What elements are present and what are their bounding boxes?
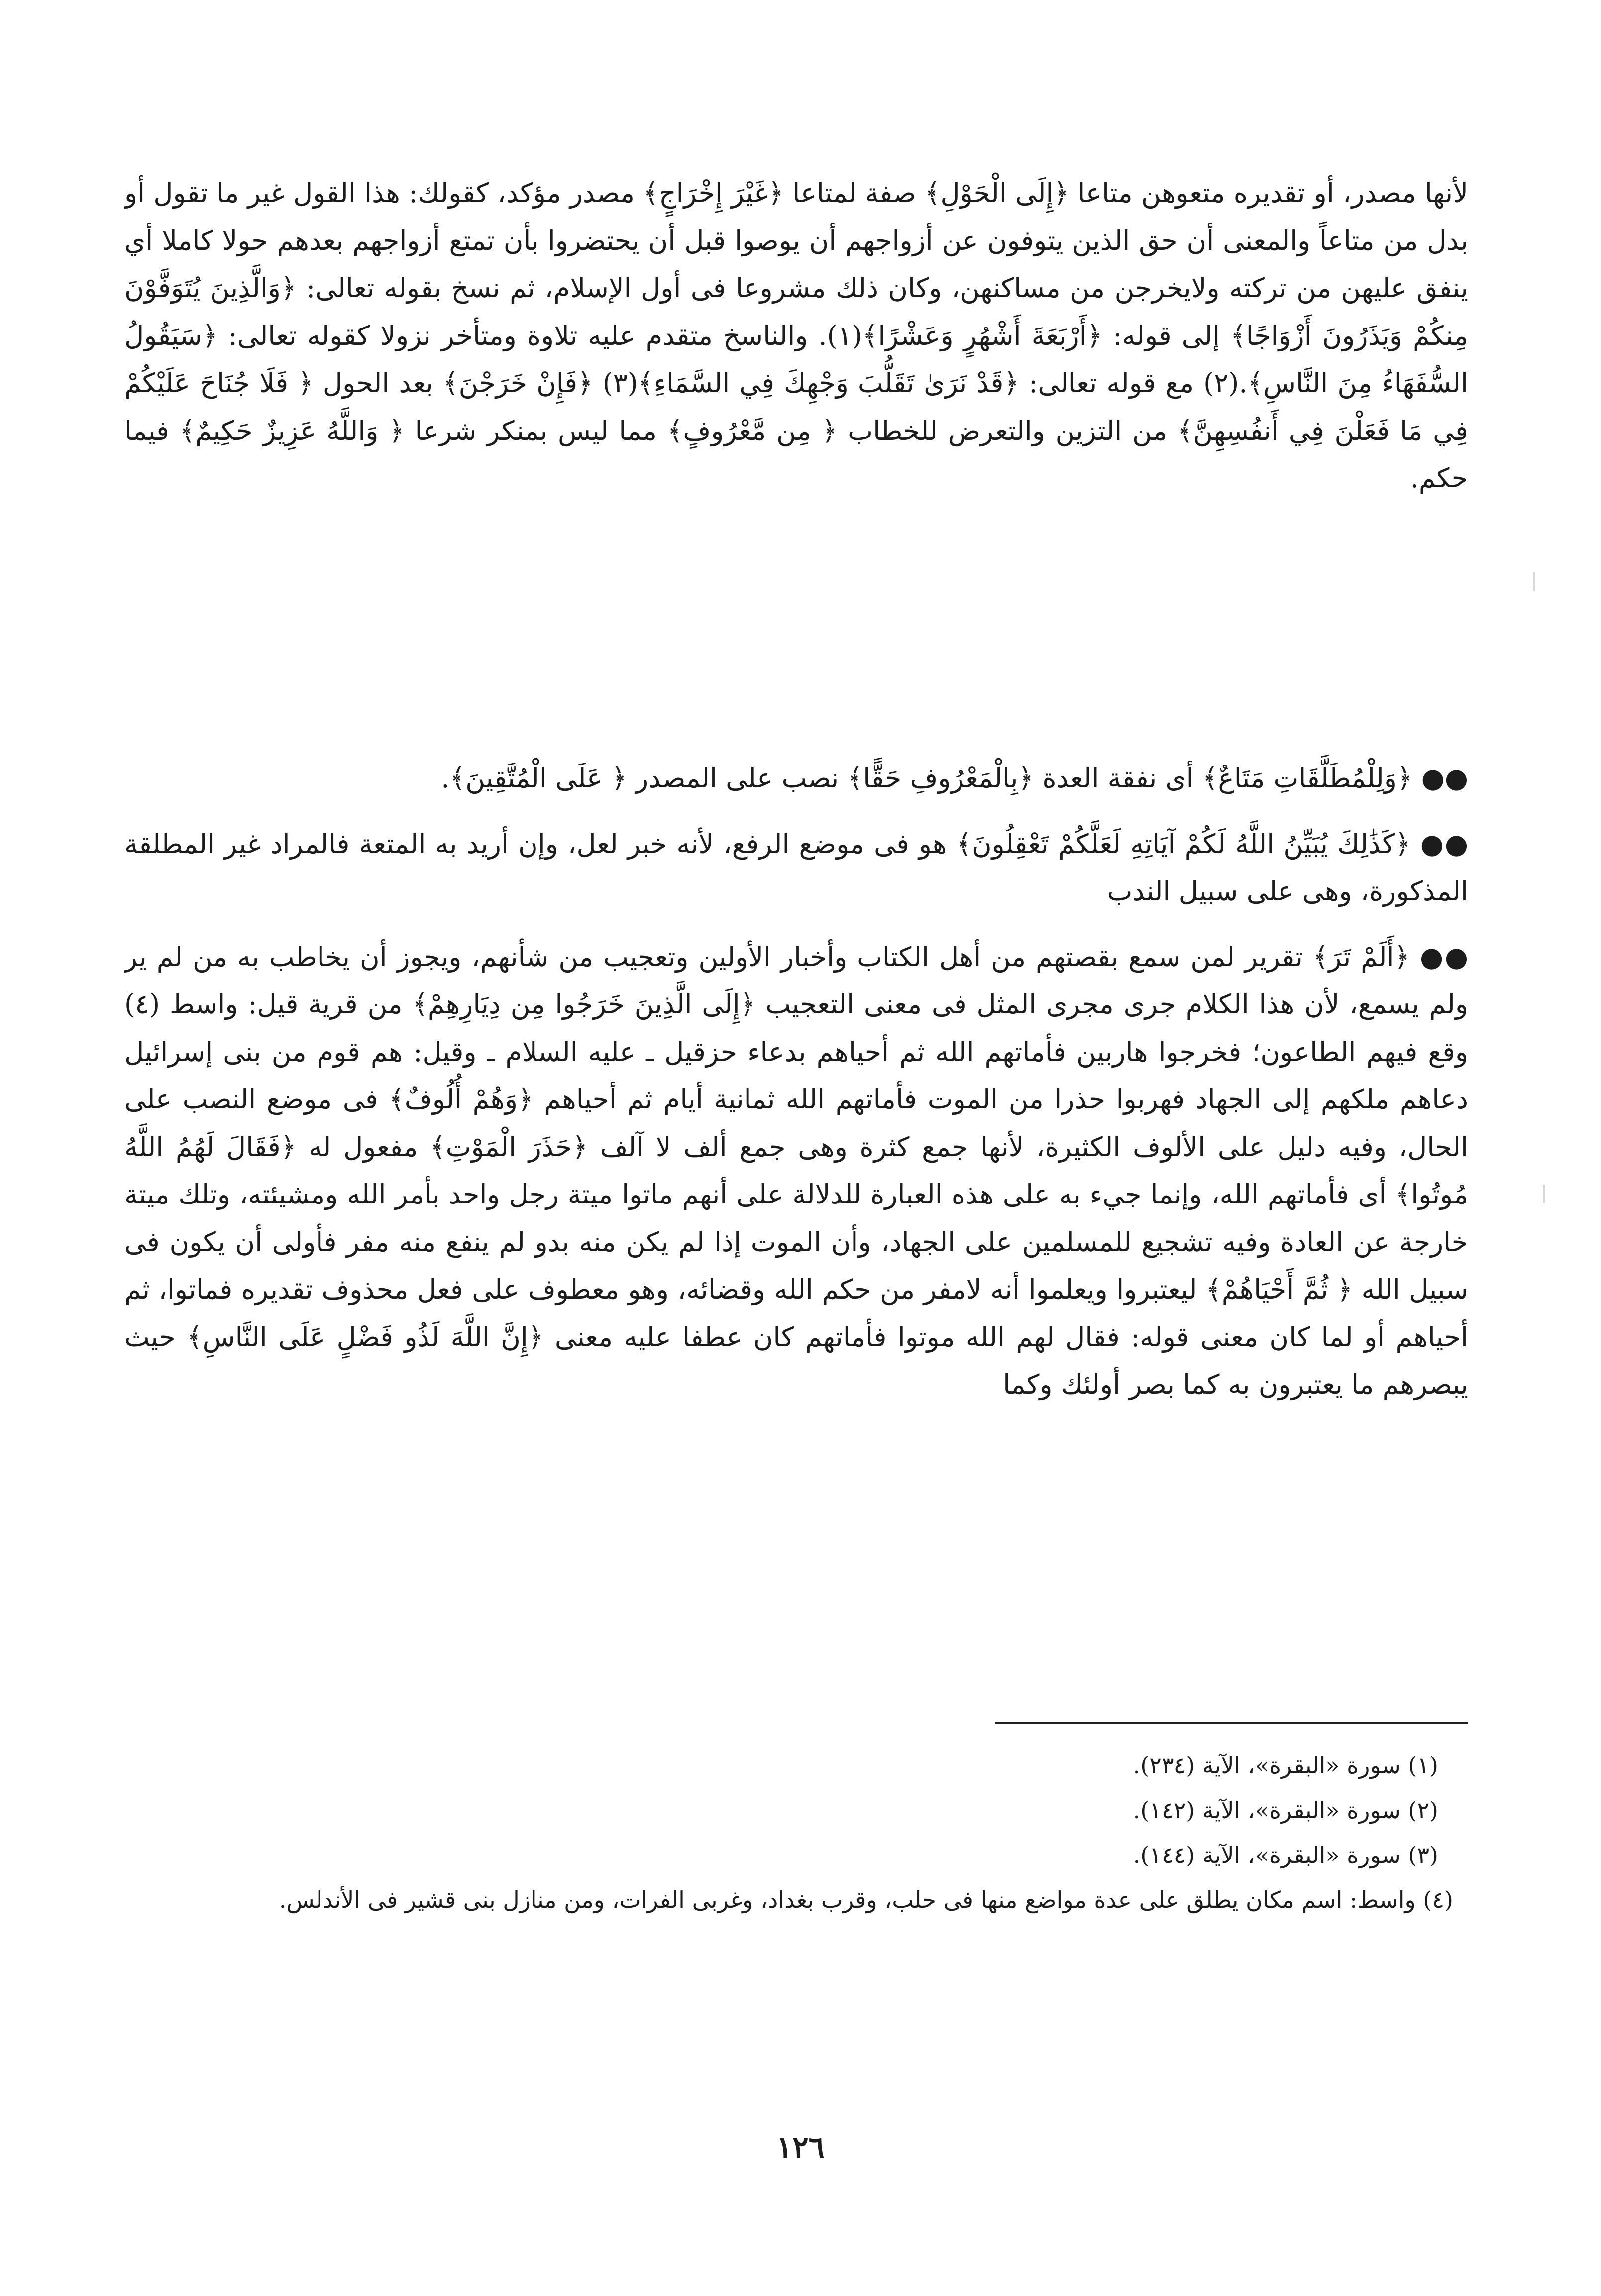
footnote-separator (995, 1722, 1468, 1724)
page-content (124, 169, 1468, 1922)
footnote-2: (٢) سورة «البقرة»، الآية (١٤٢). (1133, 1796, 1438, 1824)
paragraph-3: ●● ﴿كَذَٰلِكَ يُبَيِّنُ اللَّهُ لَكُمْ آيَاتِهِ لَعَلَّكُمْ تَعْقِلُونَ﴾ هو فى موضع الرفع، لأنه خبر لعل، وإن أريد به المتعة فالمراد غير المطلقة المذكورة، وهى على سبيل الندب (124, 828, 1468, 907)
main-text (124, 169, 1468, 1694)
page-number: ١٢٦ (776, 2130, 825, 2165)
footnote-3: (٣) سورة «البقرة»، الآية (١٤٤). (1133, 1841, 1438, 1868)
footnotes (124, 1743, 1468, 1922)
scan-mark (1533, 572, 1535, 591)
paragraph-4: ●● ﴿أَلَمْ تَرَ﴾ تقرير لمن سمع بقصتهم من أهل الكتاب وأخبار الأولين وتعجيب من شأنهم، ويجوز أن يخاطب به من لم ير ولم يسمع، لأن هذا الكلام جرى مجرى المثل فى معنى التعجيب ﴿إِلَى الَّذِينَ خَرَجُوا مِن دِيَارِهِمْ﴾ من قرية قيل: واسط (٤) وقع فيهم الطاعون؛ فخرجوا هاربين فأماتهم الله ثم أحياهم بدعاء حزقيل ـ عليه السلام ـ وقيل: هم قوم من بنى إسرائيل دعاهم ملكهم إلى الجهاد فهربوا حذرا من الموت فأماتهم الله ثمانية أيام ثم أحياهم ﴿وَهُمْ أُلُوفٌ﴾ فى موضع النصب على الحال، وفيه دليل على الألوف الكثيرة، لأنها جمع كثرة وهى جمع ألف لا آلف ﴿حَذَرَ الْمَوْتِ﴾ مفعول له ﴿فَقَالَ لَهُمُ اللَّهُ مُوتُوا﴾ أى فأماتهم الله، وإنما جيء به على هذه العبارة للدلالة على أنهم ماتوا ميتة رجل واحد بأمر الله ومشيئته، وتلك ميتة خارجة عن العادة وفيه تشجيع للمسلمين على الجهاد، وأن الموت إذا لم يكن منه بدو لم ينفع منه مفر فأولى أن يكون فى سبيل الله ﴿ ثُمَّ أَحْيَاهُمْ﴾ ليعتبروا ويعلموا أنه لامفر من حكم الله وقضائه، وهو معطوف على فعل محذوف تقديره فماتوا، ثم أحياهم أو لما كان معنى قوله: فقال لهم الله موتوا فأماتهم كان عطفا عليه معنى ﴿إِنَّ اللَّهَ لَذُو فَضْلٍ عَلَى النَّاسِ﴾ حيث يبصرهم ما يعتبرون به كما بصر أولئك وكما (124, 941, 1468, 1400)
scan-mark (1543, 1185, 1545, 1203)
paragraph-2: ●● ﴿وَلِلْمُطَلَّقَاتِ مَتَاعٌ﴾ أى نفقة العدة ﴿بِالْمَعْرُوفِ حَقًّا﴾ نصب على المصدر ﴿ عَلَى الْمُتَّقِينَ﴾. (441, 763, 1468, 794)
footnote-1: (١) سورة «البقرة»، الآية (٢٣٤). (1133, 1751, 1438, 1779)
footnote-4: (٤) واسط: اسم مكان يطلق على عدة مواضع منها فى حلب، وقرب بغداد، وغربى الفرات، ومن منازل بنى قشير فى الأندلس. (279, 1886, 1453, 1913)
paragraph-1: لأنها مصدر، أو تقديره متعوهن متاعا ﴿إِلَى الْحَوْلِ﴾ صفة لمتاعا ﴿غَيْرَ إِخْرَاجٍ﴾ مصدر مؤكد، كقولك: هذا القول غير ما تقول أو بدل من متاعاً والمعنى أن حق الذين يتوفون عن أزواجهم أن يوصوا قبل أن يحتضروا بأن تمتع أزواجهم بعدهم حولا كاملا أي ينفق عليهن من تركته ولايخرجن من مساكنهن، وكان ذلك مشروعا فى أول الإسلام، ثم نسخ بقوله تعالى: ﴿وَالَّذِينَ يُتَوَفَّوْنَ مِنكُمْ وَيَذَرُونَ أَزْوَاجًا﴾ إلى قوله: ﴿أَرْبَعَةَ أَشْهُرٍ وَعَشْرًا﴾(١). والناسخ متقدم عليه تلاوة ومتأخر نزولا كقوله تعالى: ﴿سَيَقُولُ السُّفَهَاءُ مِنَ النَّاسِ﴾.(٢) مع قوله تعالى: ﴿قَدْ نَرَىٰ تَقَلُّبَ وَجْهِكَ فِي السَّمَاءِ﴾(٣) ﴿فَإِنْ خَرَجْنَ﴾ بعد الحول ﴿ فَلَا جُنَاحَ عَلَيْكُمْ فِي مَا فَعَلْنَ فِي أَنفُسِهِنَّ﴾ من التزين والتعرض للخطاب ﴿ مِن مَّعْرُوفٍ﴾ مما ليس بمنكر شرعا ﴿ وَاللَّهُ عَزِيزٌ حَكِيمٌ﴾ فيما حكم. (124, 177, 1468, 494)
